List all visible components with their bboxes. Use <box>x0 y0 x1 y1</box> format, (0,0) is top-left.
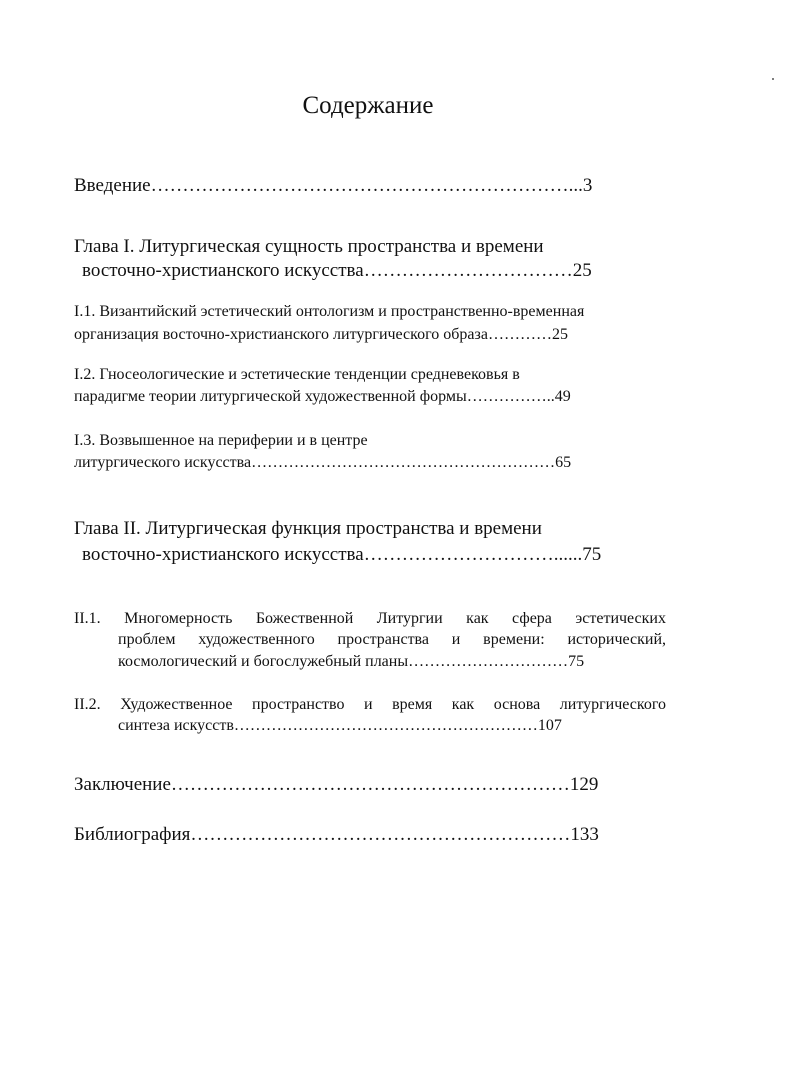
toc-entry-section-1-3-line-1: I.3. Возвышенное на периферии и в центре <box>74 432 368 449</box>
toc-entry-section-1-2-line-1: I.2. Гносеологические и эстетические тенденции средневековья в <box>74 366 520 383</box>
toc-entry-chapter-2-line-1: Глава II. Литургическая функция пространства и времени <box>74 518 542 539</box>
toc-entry-section-1-1-line-1: I.1. Византийский эстетический онтологизм и пространственно-временная <box>74 303 585 320</box>
toc-entry-conclusion: Заключение………………………………………………………129 <box>74 774 599 795</box>
toc-entry-section-1-3-line-2: литургического искусства…………………………………………………65 <box>74 454 572 471</box>
toc-entry-chapter-2-line-2: восточно-христианского искусства…………………………......75 <box>82 544 602 565</box>
toc-entry-section-2-1-line-3: космологический и богослужебный планы…………………………75 <box>118 653 585 670</box>
toc-entry-bibliography: Библиография……………………………………………………133 <box>74 824 599 845</box>
toc-entry-section-1-1-line-2: организация восточно-христианского литургического образа…………25 <box>74 326 568 343</box>
toc-entry-chapter-1-line-2: восточно-христианского искусства……………………………25 <box>82 260 592 281</box>
toc-entry-section-2-2-line-1: II.2. Художественное пространство и время как основа литургического <box>74 696 666 713</box>
toc-entry-section-2-2-line-2: синтеза искусств…………………………………………………107 <box>118 717 562 734</box>
toc-entry-section-2-1-line-2: проблем художественного пространства и времени: исторический, <box>118 631 666 648</box>
scan-speck <box>772 78 774 80</box>
toc-entry-intro: Введение…………………………………………………………...3 <box>74 175 593 196</box>
toc-entry-chapter-1-line-1: Глава I. Литургическая сущность пространства и времени <box>74 236 544 257</box>
toc-entry-section-2-1-line-1: II.1. Многомерность Божественной Литургии как сфера эстетических <box>74 610 666 627</box>
page-title: Содержание <box>302 92 434 119</box>
toc-entry-section-1-2-line-2: парадигме теории литургической художественной формы……………..49 <box>74 388 571 405</box>
